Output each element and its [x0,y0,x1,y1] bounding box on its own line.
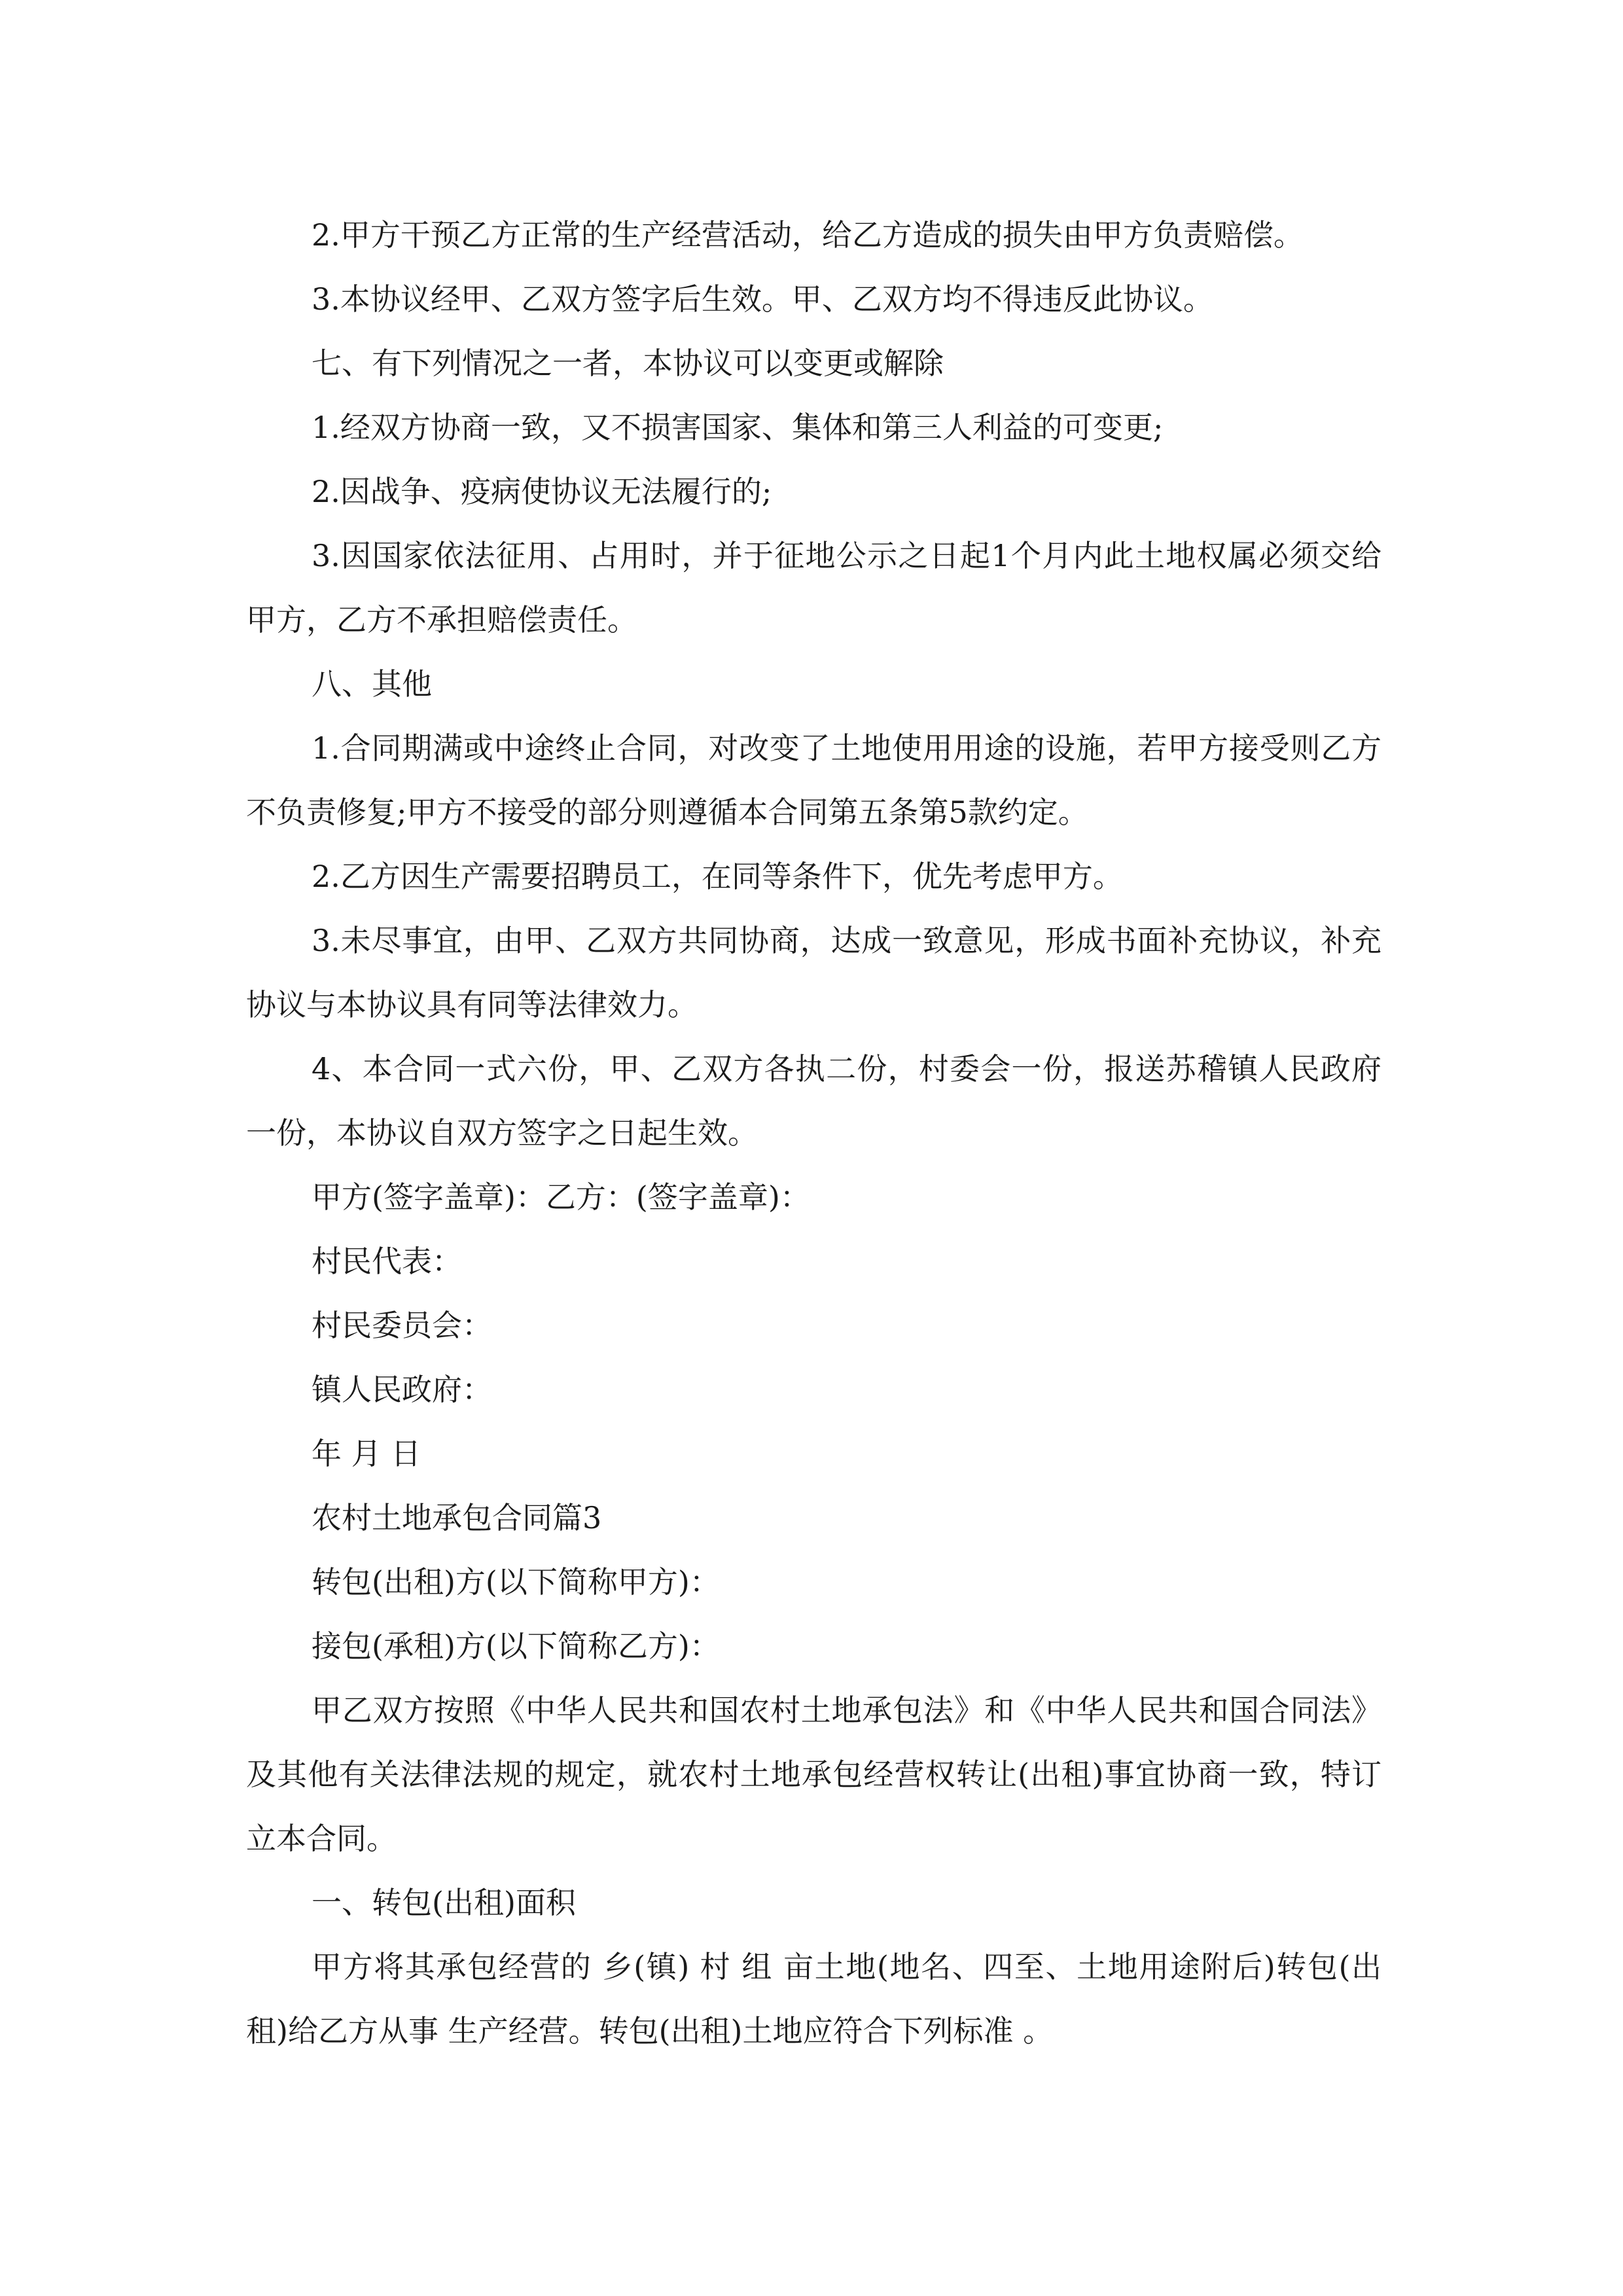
clause-paragraph: 3.未尽事宜，由甲、乙双方共同协商，达成一致意见，形成书面补充协议，补充协议与本协议具有同等法律效力。 [246,923,1382,1022]
party-line: 接包(承租)方(以下简称乙方)： [312,1628,720,1664]
clause-paragraph: 甲方将其承包经营的 乡(镇) 村 组 亩土地(地名、四至、土地用途附后)转包(出租)给乙方从事 生产经营。转包(出租)土地应符合下列标准 。 [246,1949,1382,2049]
clause-paragraph: 甲乙双方按照《中华人民共和国农村土地承包法》和《中华人民共和国合同法》及其他有关法律法规的规定，就农村土地承包经营权转让(出租)事宜协商一致，特订立本合同。 [246,1693,1382,1856]
clause-paragraph: 2.因战争、疫病使协议无法履行的; [312,474,772,509]
party-line: 转包(出租)方(以下简称甲方)： [312,1564,720,1600]
signature-line: 镇人民政府： [312,1372,492,1407]
clause-paragraph: 2.乙方因生产需要招聘员工，在同等条件下，优先考虑甲方。 [312,859,1123,894]
clause-paragraph: 3.因国家依法征用、占用时，并于征地公示之日起1个月内此土地权属必须交给甲方，乙方不承担赔偿责任。 [246,538,1382,637]
clause-paragraph: 4、本合同一式六份，甲、乙双方各执二份，村委会一份，报送苏稽镇人民政府一份，本协议自双方签字之日起生效。 [246,1051,1382,1151]
section-heading: 一、转包(出租)面积 [312,1885,576,1920]
contract-title: 农村土地承包合同篇3 [312,1500,602,1535]
clause-paragraph: 3.本协议经甲、乙双方签字后生效。甲、乙双方均不得违反此协议。 [312,281,1213,317]
signature-line: 甲方(签字盖章)：乙方：(签字盖章)： [312,1179,810,1215]
date-line: 年 月 日 [312,1436,421,1471]
clause-paragraph: 2.甲方干预乙方正常的生产经营活动，给乙方造成的损失由甲方负责赔偿。 [312,217,1304,253]
section-heading: 七、有下列情况之一者，本协议可以变更或解除 [312,346,944,381]
clause-paragraph: 1.合同期满或中途终止合同，对改变了土地使用用途的设施，若甲方接受则乙方不负责修复;甲方不接受的部分则遵循本合同第五条第5款约定。 [246,730,1382,830]
signature-line: 村民委员会： [312,1308,492,1343]
clause-paragraph: 1.经双方协商一致，又不损害国家、集体和第三人利益的可变更; [312,410,1164,445]
section-heading: 八、其他 [312,666,432,702]
document-body [246,203,1382,2063]
signature-line: 村民代表： [312,1244,462,1279]
